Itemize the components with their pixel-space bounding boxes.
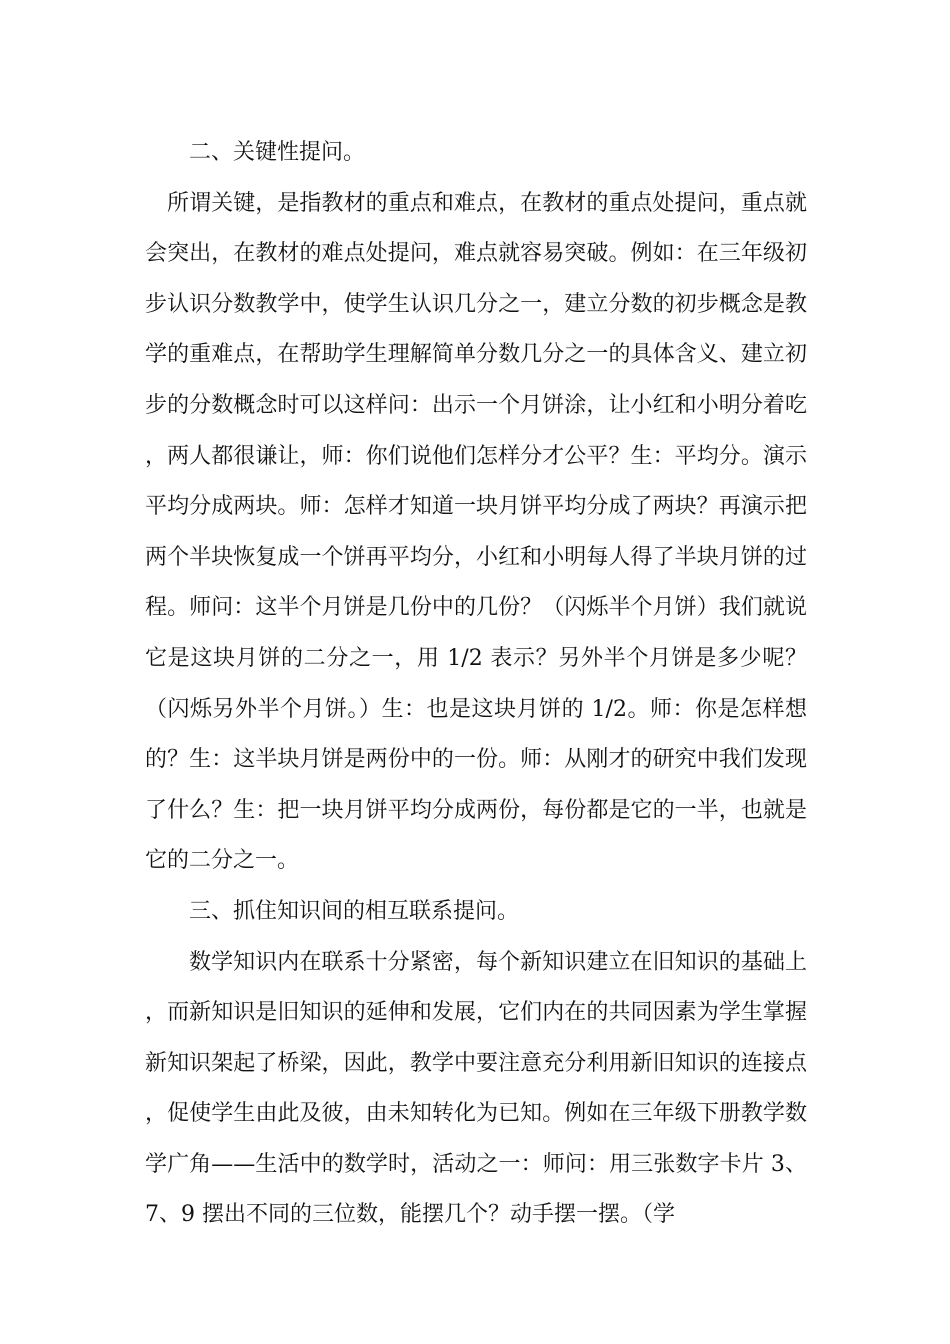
- section-heading-key-questions: 二、关键性提问。: [189, 140, 366, 165]
- document-body: [145, 128, 807, 1241]
- paragraph-key-questions: 所谓关键，是指教材的重点和难点，在教材的重点处提问，重点就会突出，在教材的难点处提问，难点就容易突破。例如：在三年级初步认识分数教学中，使学生认识几分之一，建立分数的初步概念是教学的重难点，在帮助学生理解简单分数几分之一的具体含义、建立初步的分数概念时可以这样问：出示一个月饼涂，让小红和小明分着吃，两人都很谦让，师：你们说他们怎样分才公平？生：平均分。演示平均分成两块。师：怎样才知道一块月饼平均分成了两块？再演示把两个半块恢复成一个饼再平均分，小红和小明每人得了半块月饼的过程。师问：这半个月饼是几份中的几份？（闪烁半个月饼）我们就说它是这块月饼的二分之一，用 1/2 表示？另外半个月饼是多少呢？（闪烁另外半个月饼。）生：也是这块月饼的 1/2。师：你是怎样想的？生：这半块月饼是两份中的一份。师：从刚才的研究中我们发现了什么？生：把一块月饼平均分成两份，每份都是它的一半，也就是它的二分之一。: [145, 190, 807, 874]
- paragraph-knowledge-connections: 数学知识内在联系十分紧密，每个新知识建立在旧知识的基础上，而新知识是旧知识的延伸和发展，它们内在的共同因素为学生掌握新知识架起了桥梁，因此，教学中要注意充分利用新旧知识的连接点，促使学生由此及彼，由未知转化为已知。例如在三年级下册教学数学广角——生活中的数学时，活动之一：师问：用三张数字卡片 3、7、9 摆出不同的三位数，能摆几个？动手摆一摆。（学: [145, 949, 807, 1228]
- section-heading-knowledge-connections: 三、抓住知识间的相互联系提问。: [189, 898, 520, 924]
